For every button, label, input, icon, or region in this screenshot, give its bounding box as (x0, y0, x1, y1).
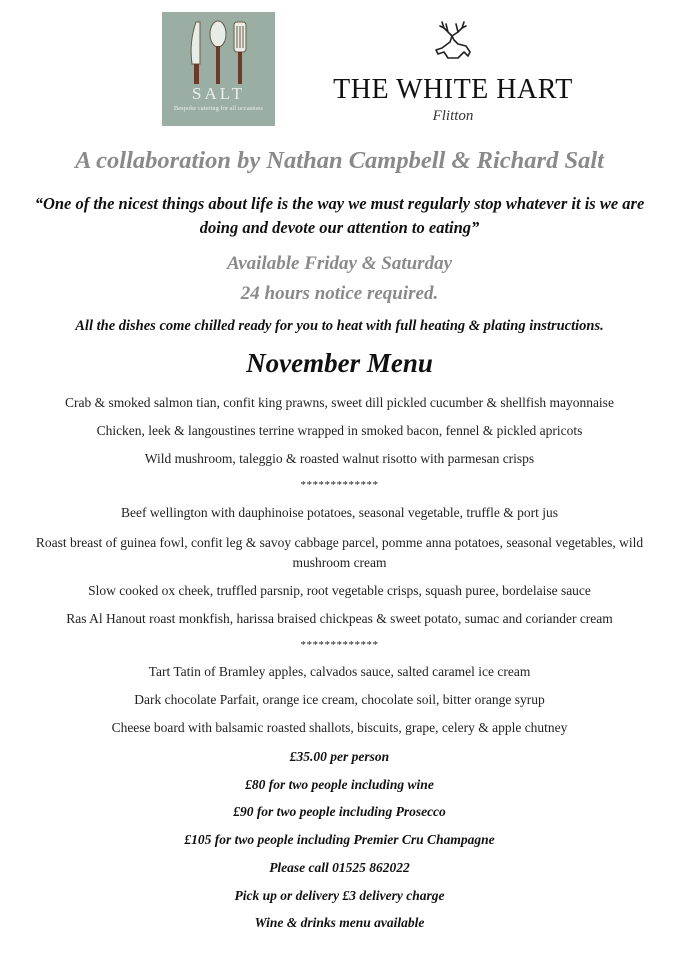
whisk-icon (234, 22, 246, 84)
dessert-item: Dark chocolate Parfait, orange ice cream, chocolate soil, bitter orange syrup (134, 692, 545, 707)
starter-item: Crab & smoked salmon tian, confit king prawns, sweet dill pickled cucumber & shellfish mayonnaise (65, 395, 614, 410)
main-item: Beef wellington with dauphinoise potatoes, seasonal vegetable, truffle & port jus (121, 505, 558, 520)
menu-title: November Menu (246, 348, 433, 378)
price-line: £80 for two people including wine (245, 777, 434, 792)
dessert-item: Tart Tatin of Bramley apples, calvados sauce, salted caramel ice cream (148, 664, 531, 679)
starter-item: Wild mushroom, taleggio & roasted walnut risotto with parmesan crisps (144, 451, 535, 466)
price-line: £90 for two people including Prosecco (233, 804, 446, 819)
main-item: Ras Al Hanout roast monkfish, harissa braised chickpeas & sweet potato, sumac and coriander cream (66, 611, 613, 626)
phone-line: Please call 01525 862022 (269, 860, 410, 875)
price-line: £105 for two people including Premier Cru Champagne (184, 832, 495, 847)
spoon-icon (210, 21, 226, 84)
main-item: Slow cooked ox cheek, truffled parsnip, root vegetable crisps, squash puree, bordelaise sauce (88, 583, 591, 598)
white-hart-name: THE WHITE HART (333, 74, 573, 105)
notice-text: 24 hours notice required. (240, 283, 439, 304)
white-hart-location: Flitton (432, 108, 474, 124)
main-item: Roast breast of guinea fowl, confit leg & savoy cabbage parcel, pomme anna potatoes, seasonal vegetables, wild mushroom cream (35, 535, 644, 570)
salt-logo (162, 12, 275, 126)
starter-item: Chicken, leek & langoustines terrine wrapped in smoked bacon, fennel & pickled apricots (96, 423, 583, 438)
delivery-line: Pick up or delivery £3 delivery charge (234, 888, 445, 903)
salt-logo-tagline: Bespoke catering for all occasions (173, 105, 264, 112)
price-line: £35.00 per person (289, 749, 390, 764)
drinks-line: Wine & drinks menu available (254, 915, 425, 930)
course-separator: ************* (300, 479, 379, 491)
salt-logo-name: SALT (192, 84, 245, 103)
knife-icon (191, 22, 200, 84)
chilled-note: All the dishes come chilled ready for you to heat with full heating & plating instructions. (75, 318, 604, 334)
stag-icon (428, 18, 476, 66)
dessert-item: Cheese board with balsamic roasted shallots, biscuits, grape, celery & apple chutney (111, 720, 568, 735)
availability-text: Available Friday & Saturday (226, 253, 452, 274)
quote-text: “One of the nicest things about life is the way we must regularly stop whatever it is we are doing and devote our attention to eating” (34, 194, 645, 237)
collaboration-heading: A collaboration by Nathan Campbell & Richard Salt (75, 147, 604, 174)
course-separator: ************* (300, 639, 379, 651)
